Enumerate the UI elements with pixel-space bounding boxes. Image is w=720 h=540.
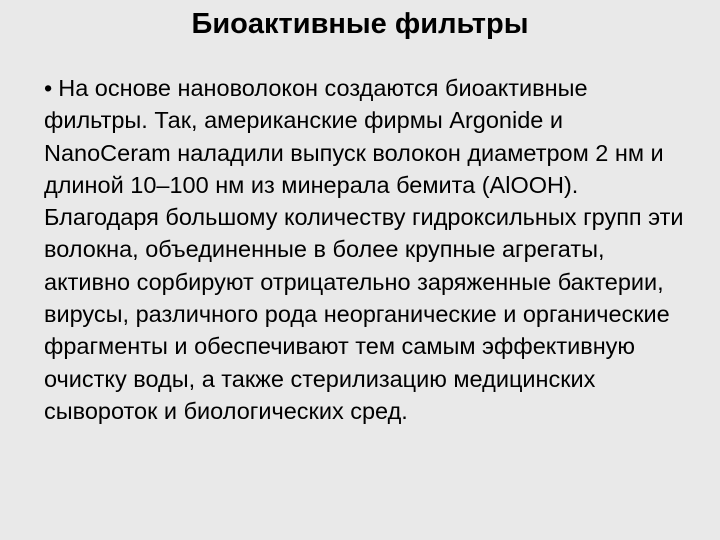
bullet-list [44,72,694,427]
bullet-marker: • [44,75,53,101]
bullet-item [44,72,694,427]
slide-title: Биоактивные фильтры [191,8,529,40]
bullet-text: На основе нановолокон создаются биоактивные фильтры. Так, американские фирмы Argonide и NanoCeram наладили выпуск волокон диаметром 2 нм и длиной 10–100 нм из минерала бемита (AlOOH). Благодаря большому количеству гидроксильных групп эти волокна, объединенные в более крупные агрегаты, активно сорбируют отрицательно заряженные бактерии, вирусы, различного рода неорганические и органические фрагменты и обеспечивают тем самым эффективную очистку воды, а также стерилизацию медицинских сывороток и биологических сред. [44,75,684,424]
